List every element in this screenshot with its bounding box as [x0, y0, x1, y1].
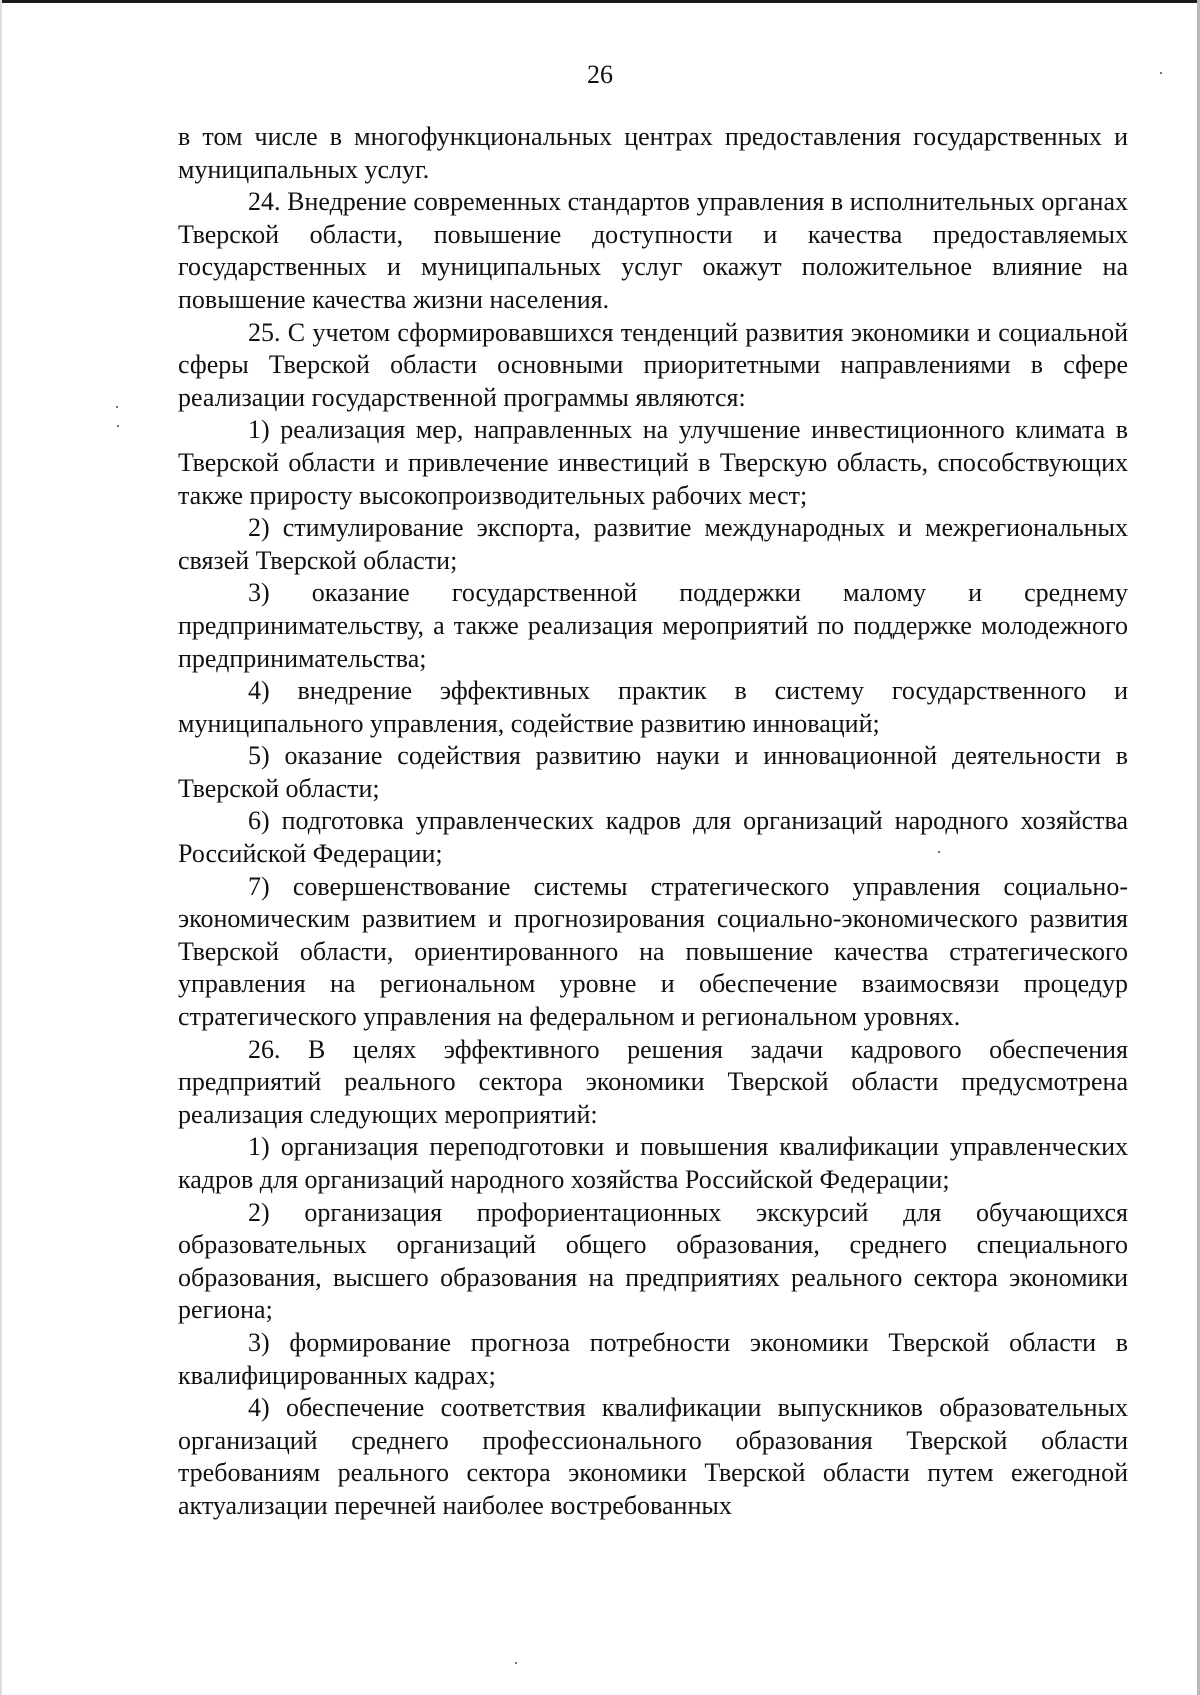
- document-body: [178, 121, 1128, 1523]
- scan-speck: [117, 425, 119, 427]
- paragraph: в том числе в многофункциональных центрах предоставления государственных и муниципальных услуг.: [178, 122, 1128, 184]
- paragraph: 2) стимулирование экспорта, развитие международных и межрегиональных связей Тверской области;: [178, 513, 1128, 575]
- paragraph: 6) подготовка управленческих кадров для организаций народного хозяйства Российской Федерации;: [178, 806, 1128, 869]
- scan-border-left: [0, 0, 2, 1695]
- paragraph: 4) внедрение эффективных практик в систему государственного и муниципального управления, содействие развитию инноваций;: [178, 676, 1128, 738]
- paragraph: 4) обеспечение соответствия квалификации выпускников образовательных организаций среднего профессионального образования Тверской области требованиям реального сектора экономики Тверской области путем ежегодной актуализации перечней наиболее востребованных: [178, 1393, 1128, 1520]
- paragraph: 25. С учетом сформировавшихся тенденций развития экономики и социальной сферы Тверской области основными приоритетными направлениями в сфере реализации государственной программы являются:: [178, 317, 1128, 412]
- paragraph: 26. В целях эффективного решения задачи кадрового обеспечения предприятий реального сектора экономики Тверской области предусмотрена реализация следующих мероприятий:: [178, 1034, 1128, 1129]
- paragraph: 1) организация переподготовки и повышения квалификации управленческих кадров для организаций народного хозяйства Российской Федерации;: [178, 1132, 1128, 1194]
- scan-speck: [515, 1662, 517, 1664]
- paragraph: 3) формирование прогноза потребности экономики Тверской области в квалифицированных кадрах;: [178, 1327, 1128, 1390]
- page-number: 26: [587, 60, 613, 89]
- paragraph: 24. Внедрение современных стандартов управления в исполнительных органах Тверской области, повышение доступности и качества предоставляемых государственных и муниципальных услуг окажут положительное влияние на повышение качества жизни населения.: [178, 187, 1128, 314]
- scan-speck: [116, 406, 118, 408]
- paragraph: 1) реализация мер, направленных на улучшение инвестиционного климата в Тверской области и привлечение инвестиций в Тверскую область, способствующих также приросту высокопроизводительных рабочих мест;: [178, 415, 1128, 510]
- scan-border-top: [0, 0, 1200, 3]
- paragraph: 3) оказание государственной поддержки малому и среднему предпринимательству, а также реализация мероприятий по поддержке молодежного предпринимательства;: [178, 578, 1128, 673]
- paragraph: 2) организация профориентационных экскурсий для обучающихся образовательных организаций общего образования, среднего специального образования, высшего образования на предприятиях реального сектора экономики региона;: [178, 1197, 1128, 1325]
- paragraph: 5) оказание содействия развитию науки и инновационной деятельности в Тверской области;: [178, 741, 1128, 803]
- paragraph: 7) совершенствование системы стратегического управления социально-экономическим развитием и прогнозирования социально-экономического развития Тверской области, ориентированного на повышение качества стратегического управления на региональном уровне и обеспечение взаимосвязи процедур стратегического управления на федеральном и региональном уровнях.: [178, 871, 1128, 1032]
